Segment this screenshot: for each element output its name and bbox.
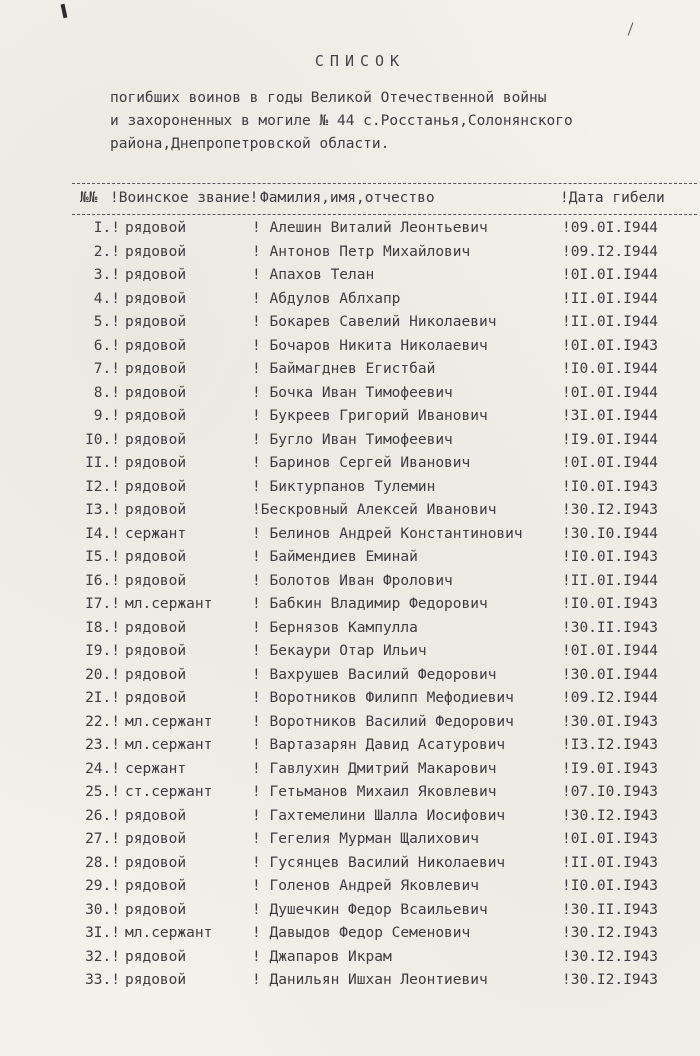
subtitle-line: района,Днепропетровской области. (110, 136, 390, 152)
row-rank: рядовой (125, 572, 187, 589)
row-date: !I0.0I.I943 (562, 596, 659, 612)
table-row (0, 620, 700, 643)
row-name: ! Гусянцев Василий Николаевич (252, 854, 506, 871)
row-number: 30.! (85, 901, 120, 918)
row-name: ! Вартазарян Давид Асатурович (252, 737, 506, 753)
table-row (0, 643, 700, 666)
table-row (0, 667, 700, 690)
row-name: ! Бабкин Владимир Федорович (252, 596, 488, 612)
row-number: I5.! (85, 549, 120, 565)
row-rank: рядовой (125, 478, 187, 495)
row-number: 32.! (85, 948, 120, 965)
row-date: !I0.0I.I944 (562, 361, 659, 377)
table-row (0, 267, 700, 290)
table-row (0, 831, 700, 854)
row-name: ! Алешин Виталий Леонтьевич (252, 220, 488, 236)
row-rank: ст.сержант (125, 784, 213, 800)
row-rank: рядовой (125, 431, 187, 448)
row-date: !30.I2.I943 (562, 948, 659, 965)
row-number: 20.! (85, 666, 120, 683)
row-rank: рядовой (125, 455, 187, 471)
row-rank: рядовой (125, 901, 187, 918)
pencil-mark (628, 22, 634, 35)
row-rank: рядовой (125, 337, 187, 354)
row-date: !I9.0I.I943 (562, 760, 659, 777)
row-number: 2I.! (85, 690, 120, 706)
row-date: !II.0I.I944 (562, 572, 659, 589)
row-name: !Бескровный Алексей Иванович (252, 502, 497, 518)
row-number: I0.! (85, 431, 120, 448)
row-date: !0I.0I.I943 (562, 337, 659, 354)
row-rank: мл.сержант (125, 596, 213, 612)
row-rank: мл.сержант (125, 737, 213, 753)
row-name: ! Воротников Василий Федорович (252, 713, 514, 730)
row-number: 3.! (93, 267, 120, 283)
row-date: !07.I0.I943 (562, 784, 659, 800)
row-name: ! Бокарев Савелий Николаевич (252, 314, 497, 330)
table-row (0, 432, 700, 455)
row-name: ! Бекаури Отар Ильич (252, 643, 427, 659)
table-row (0, 902, 700, 925)
row-number: 6.! (93, 337, 120, 354)
ink-mark (61, 4, 68, 19)
header-name: Фамилия,имя,отчество (260, 190, 435, 206)
row-number: 5.! (93, 314, 120, 330)
row-number: 26.! (85, 807, 120, 824)
row-name: ! Белинов Андрей Константинович (252, 525, 523, 542)
row-number: 22.! (85, 713, 120, 730)
document-title: СПИСОК (314, 52, 406, 70)
row-rank: рядовой (125, 243, 187, 260)
table-row (0, 502, 700, 525)
row-date: !30.I2.I943 (562, 502, 659, 518)
header-date: !Дата гибели (560, 190, 665, 206)
row-rank: мл.сержант (125, 925, 213, 941)
table-row (0, 690, 700, 713)
header-number: №№ (80, 190, 98, 206)
row-rank: рядовой (125, 408, 187, 424)
row-name: ! Бугло Иван Тимофеевич (252, 431, 453, 448)
row-name: ! Гавлухин Дмитрий Макарович (252, 760, 497, 777)
row-name: ! Бочка Иван Тимофеевич (252, 384, 453, 401)
table-row (0, 855, 700, 878)
row-rank: рядовой (125, 361, 187, 377)
row-number: 23.! (85, 737, 120, 753)
table-top-rule (72, 183, 697, 184)
row-rank: рядовой (125, 690, 187, 706)
row-number: 28.! (85, 854, 120, 871)
row-rank: рядовой (125, 948, 187, 965)
row-number: I6.! (85, 572, 120, 589)
row-number: 7.! (93, 361, 120, 377)
row-date: !30.II.I943 (562, 901, 659, 918)
row-rank: рядовой (125, 502, 187, 518)
row-rank: сержант (125, 760, 187, 777)
row-name: ! Биктурпанов Тулемин (252, 478, 436, 495)
row-number: II.! (85, 455, 120, 471)
row-name: ! Джапаров Икрам (252, 948, 392, 965)
row-name: ! Антонов Петр Михайлович (252, 243, 471, 260)
table-row (0, 455, 700, 478)
row-date: !I3.I2.I943 (562, 737, 659, 753)
subtitle-line: погибших воинов в годы Великой Отечественной войны (110, 90, 547, 106)
row-name: ! Гетьманов Михаил Яковлевич (252, 784, 497, 800)
row-number: 29.! (85, 878, 120, 894)
row-name: ! Болотов Иван Фролович (252, 572, 453, 589)
row-date: !0I.0I.I944 (562, 643, 659, 659)
table-row (0, 338, 700, 361)
row-name: ! Апахов Телан (252, 267, 375, 283)
table-header-rule (72, 214, 697, 215)
row-date: !II.0I.I944 (562, 314, 659, 330)
row-name: ! Воротников Филипп Мефодиевич (252, 690, 514, 706)
row-rank: рядовой (125, 854, 187, 871)
table-row (0, 408, 700, 431)
row-number: 3I.! (85, 925, 120, 941)
row-name: ! Гахтемелини Шалла Иосифович (252, 807, 506, 824)
row-name: ! Абдулов Аблхапр (252, 290, 401, 307)
row-rank: сержант (125, 525, 187, 542)
row-number: 25.! (85, 784, 120, 800)
row-rank: рядовой (125, 314, 187, 330)
row-date: !3I.0I.I944 (562, 408, 659, 424)
row-date: !30.I2.I943 (562, 807, 659, 824)
row-date: !30.0I.I944 (562, 666, 659, 683)
table-row (0, 479, 700, 502)
row-name: ! Данильян Ишхан Леонтиевич (252, 972, 488, 988)
row-rank: рядовой (125, 549, 187, 565)
row-rank: рядовой (125, 831, 187, 847)
row-date: !09.I2.I944 (562, 690, 659, 706)
row-rank: рядовой (125, 643, 187, 659)
table-row (0, 596, 700, 619)
row-date: !I0.0I.I943 (562, 549, 659, 565)
row-name: ! Давыдов Федор Семенович (252, 925, 471, 941)
table-row (0, 878, 700, 901)
row-number: I3.! (85, 502, 120, 518)
table-row (0, 244, 700, 267)
row-number: I7.! (85, 596, 120, 612)
table-header (80, 190, 690, 212)
row-name: ! Баймагднев Егистбай (252, 361, 436, 377)
row-date: !30.0I.I943 (562, 713, 659, 730)
row-name: ! Бернязов Кампулла (252, 619, 418, 636)
row-number: 8.! (93, 384, 120, 401)
row-number: I9.! (85, 643, 120, 659)
row-number: 4.! (93, 290, 120, 307)
row-rank: рядовой (125, 666, 187, 683)
row-date: !30.II.I943 (562, 619, 659, 636)
row-number: I4.! (85, 525, 120, 542)
table-row (0, 972, 700, 995)
table-row (0, 784, 700, 807)
row-name: ! Душечкин Федор Всаильевич (252, 901, 488, 918)
row-date: !0I.0I.I944 (562, 455, 659, 471)
table-row (0, 220, 700, 243)
table-row (0, 737, 700, 760)
table-row (0, 526, 700, 549)
document-subtitle (110, 87, 630, 156)
row-number: I2.! (85, 478, 120, 495)
row-number: 24.! (85, 760, 120, 777)
table-row (0, 361, 700, 384)
subtitle-line: и захороненных в могиле № 44 с.Росстанья,Солонянского (110, 113, 573, 129)
row-number: I8.! (85, 619, 120, 636)
row-date: !I0.0I.I943 (562, 478, 659, 495)
row-date: !09.0I.I944 (562, 220, 659, 236)
row-date: !II.0I.I944 (562, 290, 659, 307)
table-row (0, 949, 700, 972)
row-name: ! Букреев Григорий Иванович (252, 408, 488, 424)
table-row (0, 714, 700, 737)
row-date: !0I.0I.I943 (562, 831, 659, 847)
row-number: 33.! (85, 972, 120, 988)
row-rank: рядовой (125, 807, 187, 824)
table-row (0, 314, 700, 337)
row-date: !0I.0I.I944 (562, 384, 659, 401)
row-rank: рядовой (125, 220, 187, 236)
row-name: ! Голенов Андрей Яковлевич (252, 878, 479, 894)
row-date: !0I.0I.I944 (562, 267, 659, 283)
row-rank: рядовой (125, 972, 187, 988)
table-row (0, 808, 700, 831)
row-number: I.! (93, 220, 120, 236)
row-name: ! Вахрушев Василий Федорович (252, 666, 497, 683)
row-name: ! Баринов Сергей Иванович (252, 455, 471, 471)
row-date: !II.0I.I943 (562, 854, 659, 871)
row-date: !I9.0I.I944 (562, 431, 659, 448)
row-date: !30.I0.I944 (562, 525, 659, 542)
row-date: !30.I2.I943 (562, 925, 659, 941)
row-date: !30.I2.I943 (562, 972, 659, 988)
row-name: ! Гегелия Мурман Щалихович (252, 831, 479, 847)
table-row (0, 291, 700, 314)
row-rank: рядовой (125, 267, 187, 283)
row-number: 27.! (85, 831, 120, 847)
row-rank: рядовой (125, 878, 187, 894)
table-row (0, 549, 700, 572)
header-rank: !Воинское звание! (110, 190, 259, 206)
row-rank: мл.сержант (125, 713, 213, 730)
table-row (0, 761, 700, 784)
row-date: !09.I2.I944 (562, 243, 659, 260)
row-rank: рядовой (125, 290, 187, 307)
row-rank: рядовой (125, 384, 187, 401)
row-rank: рядовой (125, 619, 187, 636)
row-number: 9.! (93, 408, 120, 424)
table-row (0, 925, 700, 948)
row-date: !I0.0I.I943 (562, 878, 659, 894)
row-number: 2.! (93, 243, 120, 260)
row-name: ! Баймендиев Еминай (252, 549, 418, 565)
table-row (0, 573, 700, 596)
row-name: ! Бочаров Никита Николаевич (252, 337, 488, 354)
table-row (0, 385, 700, 408)
